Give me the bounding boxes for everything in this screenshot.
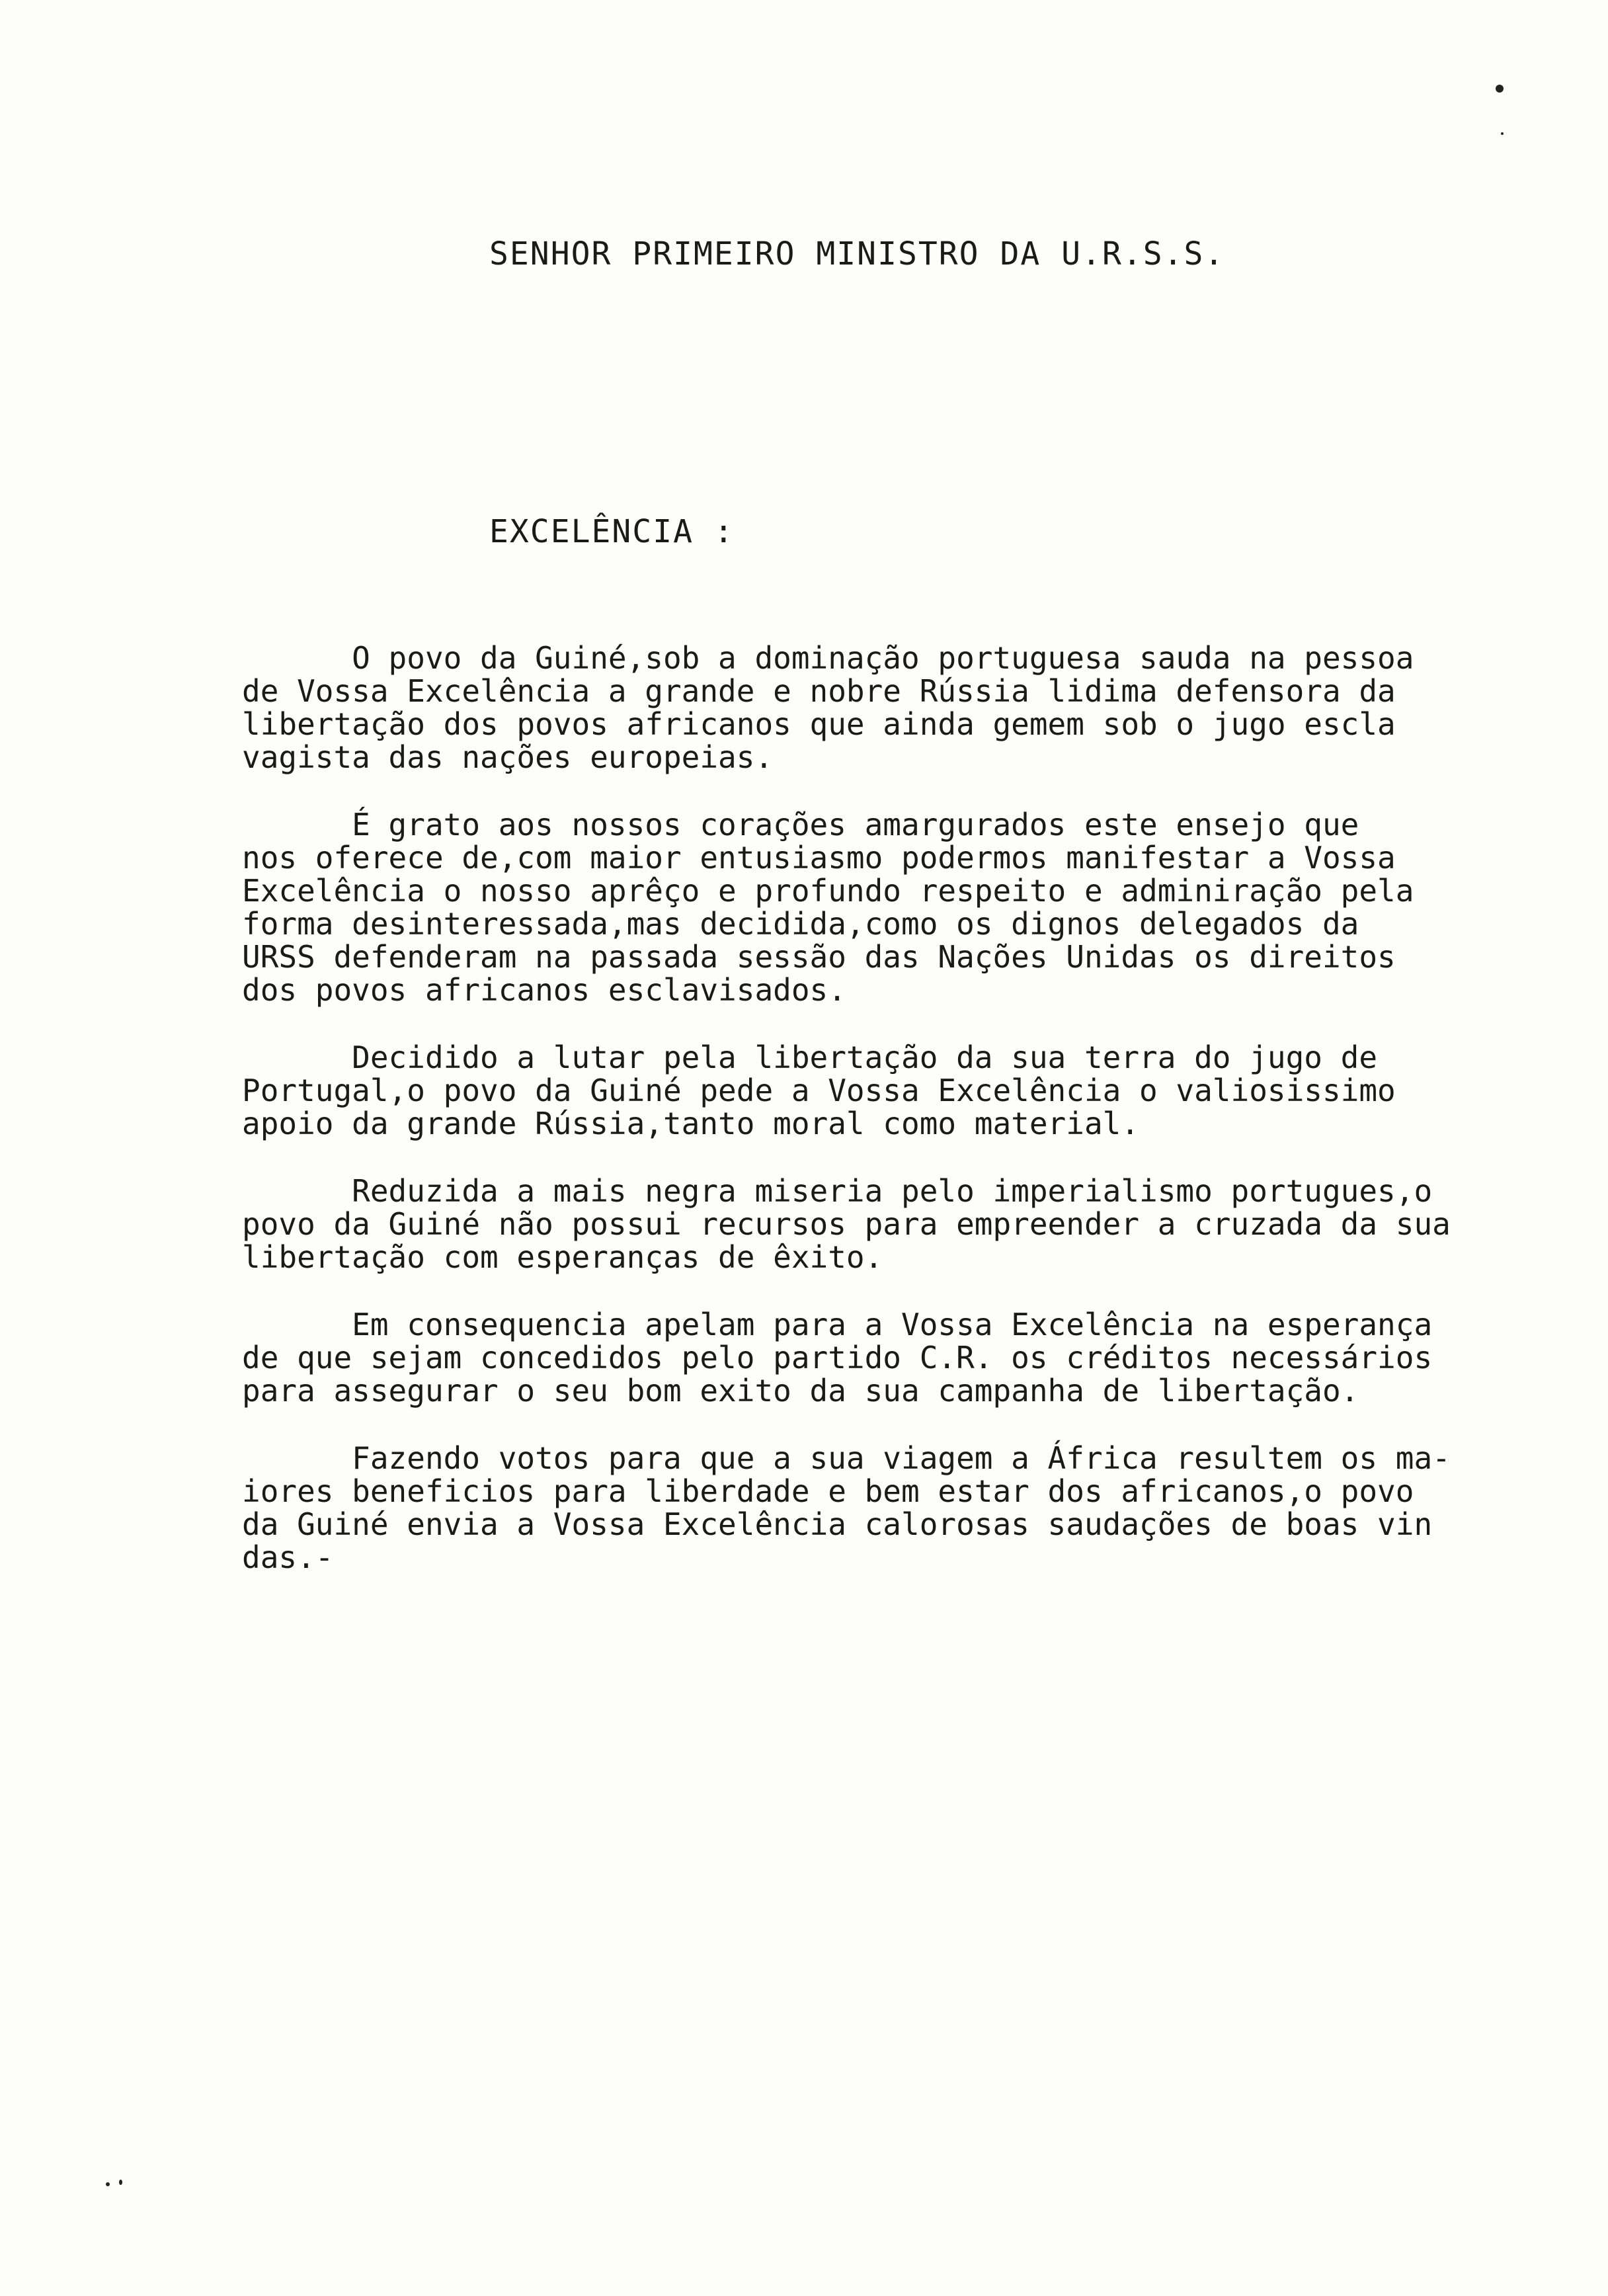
- text-line: para assegurar o seu bom exito da sua campanha de libertação.: [242, 1373, 1359, 1409]
- text-line: vagista das nações europeias.: [242, 739, 774, 775]
- text-line: É grato aos nossos corações amargurados este ensejo que: [242, 807, 1359, 842]
- text-line: dos povos africanos esclavisados.: [242, 972, 846, 1008]
- text-line: iores beneficios para liberdade e bem estar dos africanos,o povo: [242, 1473, 1414, 1509]
- text-line: povo da Guiné não possui recursos para empreender a cruzada da sua: [242, 1206, 1451, 1242]
- text-line: forma desinteressada,mas decidida,como os dignos delegados da: [242, 906, 1359, 942]
- text-line: de Vossa Excelência a grande e nobre Rússia lidima defensora da: [242, 673, 1396, 709]
- text-line: Fazendo votos para que a sua viagem a África resultem os ma-: [242, 1440, 1451, 1476]
- scan-speck: [1501, 132, 1504, 135]
- letter-salutation: EXCELÊNCIA :: [489, 513, 735, 550]
- text-line: Reduzida a mais negra miseria pelo imperialismo portugues,o: [242, 1173, 1433, 1209]
- scan-speck: [1496, 85, 1504, 93]
- text-line: Excelência o nosso aprêço e profundo respeito e adminiração pela: [242, 873, 1414, 909]
- letter-body: [242, 641, 1551, 1608]
- text-line: O povo da Guiné,sob a dominação portuguesa sauda na pessoa: [242, 640, 1414, 676]
- scan-speck: [106, 2182, 110, 2186]
- text-line: URSS defenderam na passada sessão das Nações Unidas os direitos: [242, 939, 1396, 975]
- text-line: de que sejam concedidos pelo partido C.R. os créditos necessários: [242, 1340, 1433, 1375]
- text-line: Decidido a lutar pela libertação da sua terra do jugo de: [242, 1040, 1378, 1075]
- text-line: apoio da grande Rússia,tanto moral como material.: [242, 1106, 1140, 1141]
- text-line: libertação dos povos africanos que ainda gemem sob o jugo escla: [242, 706, 1396, 742]
- text-line: Em consequencia apelam para a Vossa Excelência na esperança: [242, 1307, 1433, 1342]
- text-line: da Guiné envia a Vossa Excelência calorosas saudações de boas vin: [242, 1506, 1433, 1542]
- text-line: libertação com esperanças de êxito.: [242, 1239, 883, 1275]
- paragraph: [242, 1442, 1551, 1574]
- paragraph: [242, 1308, 1551, 1407]
- paragraph: [242, 641, 1551, 774]
- text-line: das.-: [242, 1539, 334, 1575]
- scan-speck: [119, 2180, 122, 2185]
- paragraph: [242, 1041, 1551, 1140]
- letter-title: SENHOR PRIMEIRO MINISTRO DA U.R.S.S.: [489, 235, 1225, 272]
- text-line: Portugal,o povo da Guiné pede a Vossa Excelência o valiosissimo: [242, 1073, 1396, 1108]
- text-line: nos oferece de,com maior entusiasmo podermos manifestar a Vossa: [242, 840, 1396, 876]
- paragraph: [242, 808, 1551, 1006]
- paragraph: [242, 1174, 1551, 1274]
